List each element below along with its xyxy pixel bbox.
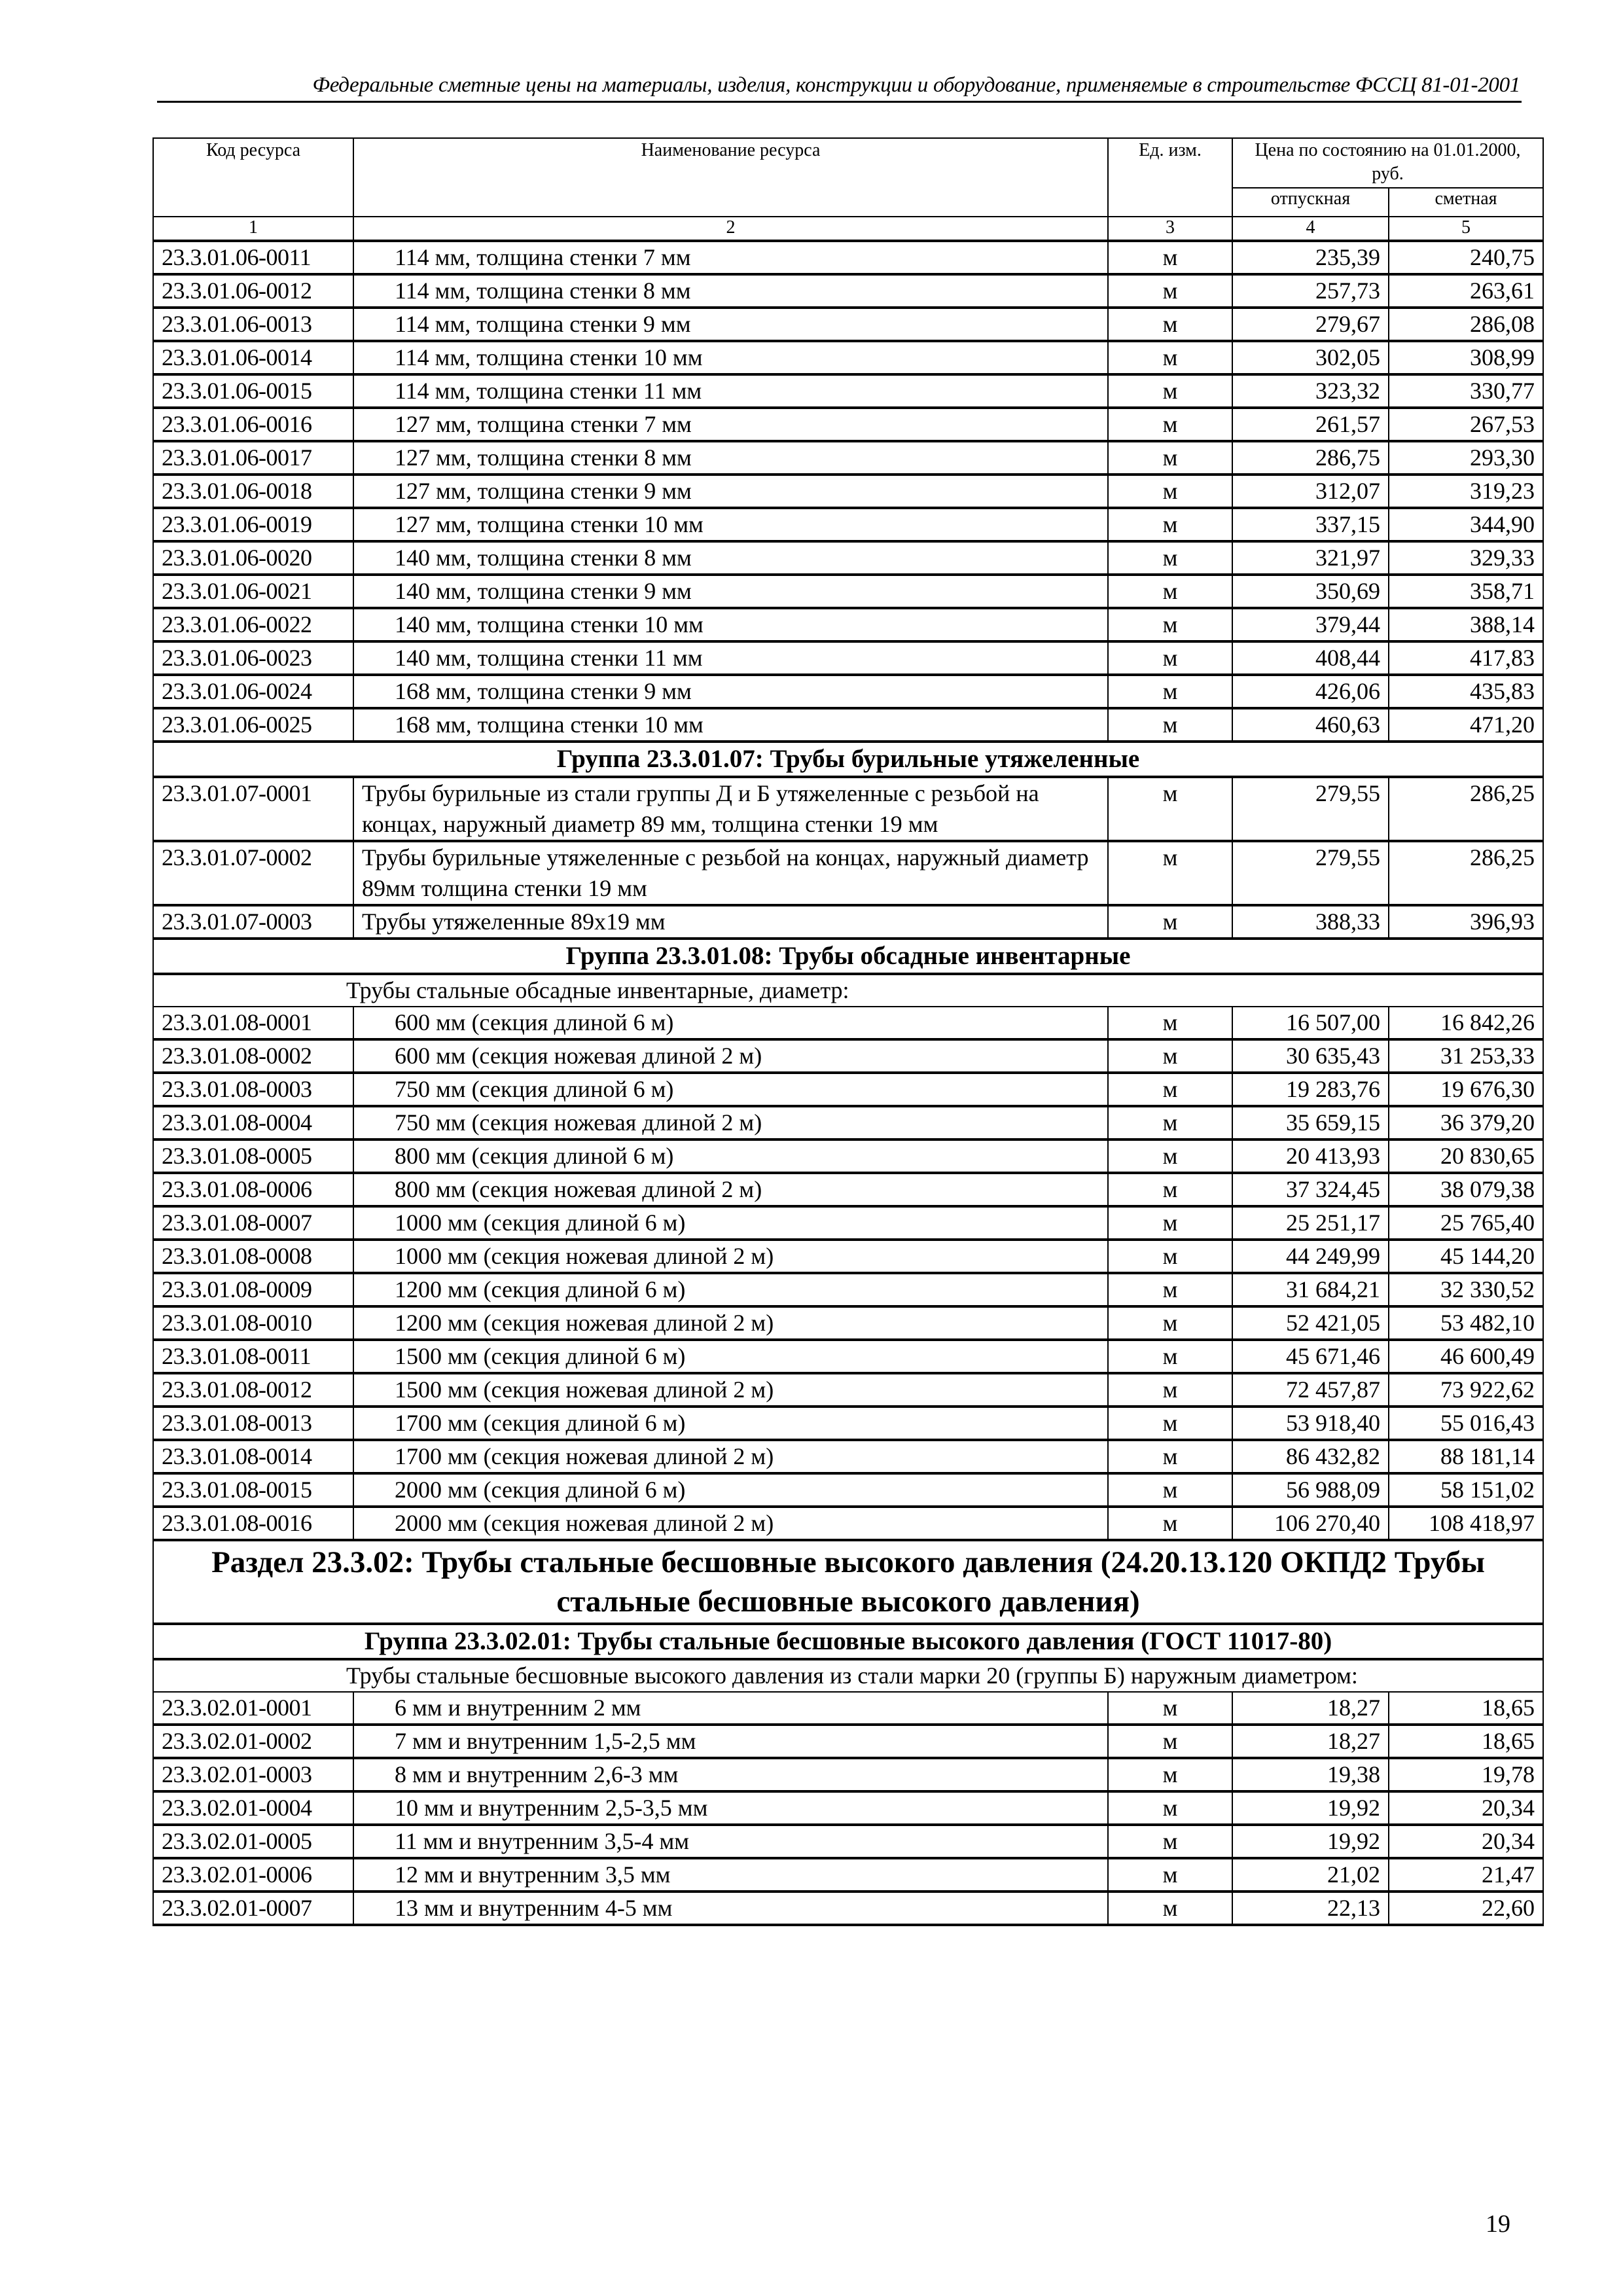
table-row — [153, 1758, 1543, 1791]
unit-of-measure: м — [1108, 374, 1232, 408]
table-row — [153, 1173, 1543, 1206]
release-price: 408,44 — [1232, 641, 1389, 675]
group-subheading: Трубы стальные бесшовные высокого давления из стали марки 20 (группы Б) наружным диаметром: — [346, 1662, 1358, 1689]
estimate-price: 330,77 — [1389, 374, 1543, 408]
table-row — [153, 1306, 1543, 1340]
column-numbers-row — [153, 217, 1543, 241]
running-header: Федеральные сметные цены на материалы, изделия, конструкции и оборудование, применяемые в строительстве ФССЦ 81-01-2001 — [312, 73, 1520, 97]
resource-name: Трубы утяжеленные 89х19 мм — [353, 905, 1108, 939]
resource-code: 23.3.01.06-0011 — [153, 241, 353, 274]
estimate-price: 396,93 — [1389, 905, 1543, 939]
table-row — [153, 1407, 1543, 1440]
estimate-price: 22,60 — [1389, 1892, 1543, 1925]
table-row — [153, 1473, 1543, 1507]
resource-name: 2000 мм (секция ножевая длиной 2 м) — [353, 1507, 1108, 1540]
unit-of-measure: м — [1108, 777, 1232, 841]
estimate-price: 344,90 — [1389, 508, 1543, 541]
resource-code: 23.3.01.08-0004 — [153, 1106, 353, 1139]
estimate-price: 88 181,14 — [1389, 1440, 1543, 1473]
estimate-price: 18,65 — [1389, 1725, 1543, 1758]
resource-code: 23.3.01.07-0003 — [153, 905, 353, 939]
release-price: 261,57 — [1232, 408, 1389, 441]
resource-name: 11 мм и внутренним 3,5-4 мм — [353, 1825, 1108, 1858]
unit-of-measure: м — [1108, 1139, 1232, 1173]
unit-of-measure: м — [1108, 441, 1232, 475]
estimate-price: 471,20 — [1389, 708, 1543, 742]
release-price: 86 432,82 — [1232, 1440, 1389, 1473]
table-row — [153, 541, 1543, 575]
column-number: 4 — [1232, 217, 1389, 241]
release-price: 30 635,43 — [1232, 1039, 1389, 1073]
group-0201-rows — [153, 1692, 1543, 1925]
table-row — [153, 841, 1543, 905]
release-price: 25 251,17 — [1232, 1206, 1389, 1240]
estimate-price: 20,34 — [1389, 1791, 1543, 1825]
release-price: 21,02 — [1232, 1858, 1389, 1892]
release-price: 460,63 — [1232, 708, 1389, 742]
unit-of-measure: м — [1108, 308, 1232, 341]
release-price: 235,39 — [1232, 241, 1389, 274]
resource-name: 800 мм (секция длиной 6 м) — [353, 1139, 1108, 1173]
resource-code: 23.3.01.08-0013 — [153, 1407, 353, 1440]
resource-code: 23.3.01.08-0001 — [153, 1007, 353, 1039]
column-number: 2 — [353, 217, 1108, 241]
release-price: 72 457,87 — [1232, 1373, 1389, 1407]
estimate-price: 20 830,65 — [1389, 1139, 1543, 1173]
resource-code: 23.3.01.08-0002 — [153, 1039, 353, 1073]
estimate-price: 20,34 — [1389, 1825, 1543, 1858]
resource-code: 23.3.01.06-0025 — [153, 708, 353, 742]
release-price: 323,32 — [1232, 374, 1389, 408]
estimate-price: 36 379,20 — [1389, 1106, 1543, 1139]
resource-name: 127 мм, толщина стенки 7 мм — [353, 408, 1108, 441]
estimate-price: 286,25 — [1389, 841, 1543, 905]
estimate-price: 16 842,26 — [1389, 1007, 1543, 1039]
unit-of-measure: м — [1108, 1106, 1232, 1139]
resource-code: 23.3.02.01-0002 — [153, 1725, 353, 1758]
table-row — [153, 475, 1543, 508]
table-row — [153, 905, 1543, 939]
table-row — [153, 374, 1543, 408]
resource-name: 140 мм, толщина стенки 10 мм — [353, 608, 1108, 641]
unit-of-measure: м — [1108, 608, 1232, 641]
table-row — [153, 1139, 1543, 1173]
resource-name: 1000 мм (секция ножевая длиной 2 м) — [353, 1240, 1108, 1273]
estimate-price: 108 418,97 — [1389, 1507, 1543, 1540]
table-row — [153, 1440, 1543, 1473]
resource-code: 23.3.01.06-0017 — [153, 441, 353, 475]
release-price: 337,15 — [1232, 508, 1389, 541]
resource-name: 1500 мм (секция длиной 6 м) — [353, 1340, 1108, 1373]
resource-name: 10 мм и внутренним 2,5-3,5 мм — [353, 1791, 1108, 1825]
resource-name: 114 мм, толщина стенки 7 мм — [353, 241, 1108, 274]
unit-of-measure: м — [1108, 1407, 1232, 1440]
unit-of-measure: м — [1108, 341, 1232, 374]
header-estimate-price: сметная — [1389, 188, 1543, 217]
release-price: 286,75 — [1232, 441, 1389, 475]
group-title: Группа 23.3.01.07: Трубы бурильные утяжеленные — [153, 742, 1543, 777]
release-price: 388,33 — [1232, 905, 1389, 939]
resource-code: 23.3.01.06-0020 — [153, 541, 353, 575]
resource-name: 114 мм, толщина стенки 11 мм — [353, 374, 1108, 408]
header-code: Код ресурса — [153, 138, 353, 217]
release-price: 45 671,46 — [1232, 1340, 1389, 1373]
group-0107-rows — [153, 777, 1543, 939]
unit-of-measure: м — [1108, 1173, 1232, 1206]
resource-name: 114 мм, толщина стенки 10 мм — [353, 341, 1108, 374]
resource-code: 23.3.01.08-0010 — [153, 1306, 353, 1340]
estimate-price: 73 922,62 — [1389, 1373, 1543, 1407]
estimate-price: 308,99 — [1389, 341, 1543, 374]
resource-name: 600 мм (секция ножевая длиной 2 м) — [353, 1039, 1108, 1073]
resource-code: 23.3.01.08-0011 — [153, 1340, 353, 1373]
unit-of-measure: м — [1108, 575, 1232, 608]
estimate-price: 293,30 — [1389, 441, 1543, 475]
header-price-group: Цена по состоянию на 01.01.2000, руб. — [1232, 138, 1543, 188]
resource-code: 23.3.02.01-0001 — [153, 1692, 353, 1725]
table-row — [153, 1725, 1543, 1758]
estimate-price: 18,65 — [1389, 1692, 1543, 1725]
unit-of-measure: м — [1108, 1507, 1232, 1540]
table-row — [153, 641, 1543, 675]
unit-of-measure: м — [1108, 1039, 1232, 1073]
resource-code: 23.3.01.08-0008 — [153, 1240, 353, 1273]
estimate-price: 388,14 — [1389, 608, 1543, 641]
resource-code: 23.3.01.08-0016 — [153, 1507, 353, 1540]
release-price: 257,73 — [1232, 274, 1389, 308]
resource-name: 127 мм, толщина стенки 10 мм — [353, 508, 1108, 541]
unit-of-measure: м — [1108, 1725, 1232, 1758]
unit-of-measure: м — [1108, 274, 1232, 308]
table-row — [153, 508, 1543, 541]
release-price: 350,69 — [1232, 575, 1389, 608]
unit-of-measure: м — [1108, 1892, 1232, 1925]
estimate-price: 267,53 — [1389, 408, 1543, 441]
resource-code: 23.3.01.06-0016 — [153, 408, 353, 441]
table-row — [153, 308, 1543, 341]
release-price: 19,38 — [1232, 1758, 1389, 1791]
estimate-price: 286,25 — [1389, 777, 1543, 841]
estimate-price: 417,83 — [1389, 641, 1543, 675]
resource-name: 1500 мм (секция ножевая длиной 2 м) — [353, 1373, 1108, 1407]
section-title: Раздел 23.3.02: Трубы стальные бесшовные высокого давления (24.20.13.120 ОКПД2 Трубы стальные бесшовные высокого давления) — [153, 1540, 1543, 1624]
unit-of-measure: м — [1108, 508, 1232, 541]
unit-of-measure: м — [1108, 841, 1232, 905]
estimate-price: 31 253,33 — [1389, 1039, 1543, 1073]
header-name: Наименование ресурса — [353, 138, 1108, 217]
estimate-price: 19 676,30 — [1389, 1073, 1543, 1106]
unit-of-measure: м — [1108, 1791, 1232, 1825]
header-unit: Ед. изм. — [1108, 138, 1232, 217]
table-row — [153, 1007, 1543, 1039]
resource-code: 23.3.01.08-0003 — [153, 1073, 353, 1106]
group-0108-rows — [153, 1007, 1543, 1540]
estimate-price: 25 765,40 — [1389, 1206, 1543, 1240]
resource-name: 750 мм (секция ножевая длиной 2 м) — [353, 1106, 1108, 1139]
resource-code: 23.3.01.06-0024 — [153, 675, 353, 708]
unit-of-measure: м — [1108, 1858, 1232, 1892]
resource-code: 23.3.02.01-0007 — [153, 1892, 353, 1925]
column-number: 3 — [1108, 217, 1232, 241]
group-subheading: Трубы стальные обсадные инвентарные, диаметр: — [346, 977, 849, 1003]
header-rule — [157, 101, 1522, 103]
resource-name: 114 мм, толщина стенки 9 мм — [353, 308, 1108, 341]
estimate-price: 38 079,38 — [1389, 1173, 1543, 1206]
resource-name: 1200 мм (секция длиной 6 м) — [353, 1273, 1108, 1306]
table-row — [153, 341, 1543, 374]
table-row — [153, 608, 1543, 641]
resource-code: 23.3.02.01-0006 — [153, 1858, 353, 1892]
resource-code: 23.3.01.08-0005 — [153, 1139, 353, 1173]
resource-code: 23.3.01.06-0021 — [153, 575, 353, 608]
unit-of-measure: м — [1108, 241, 1232, 274]
release-price: 22,13 — [1232, 1892, 1389, 1925]
page-number: 19 — [1486, 2210, 1510, 2238]
release-price: 18,27 — [1232, 1725, 1389, 1758]
resource-name: 168 мм, толщина стенки 9 мм — [353, 675, 1108, 708]
unit-of-measure: м — [1108, 1306, 1232, 1340]
estimate-price: 55 016,43 — [1389, 1407, 1543, 1440]
release-price: 321,97 — [1232, 541, 1389, 575]
resource-code: 23.3.01.08-0014 — [153, 1440, 353, 1473]
resource-name: 1200 мм (секция ножевая длиной 2 м) — [353, 1306, 1108, 1340]
resource-name: 8 мм и внутренним 2,6-3 мм — [353, 1758, 1108, 1791]
release-price: 31 684,21 — [1232, 1273, 1389, 1306]
release-price: 279,55 — [1232, 777, 1389, 841]
estimate-price: 53 482,10 — [1389, 1306, 1543, 1340]
resource-code: 23.3.01.06-0012 — [153, 274, 353, 308]
table-row — [153, 1373, 1543, 1407]
resource-code: 23.3.01.06-0014 — [153, 341, 353, 374]
unit-of-measure: м — [1108, 1073, 1232, 1106]
table-row — [153, 241, 1543, 274]
resource-code: 23.3.01.08-0012 — [153, 1373, 353, 1407]
column-number: 5 — [1389, 217, 1543, 241]
resource-code: 23.3.01.06-0015 — [153, 374, 353, 408]
table-row — [153, 1240, 1543, 1273]
table-row — [153, 777, 1543, 841]
estimate-price: 46 600,49 — [1389, 1340, 1543, 1373]
release-price: 279,67 — [1232, 308, 1389, 341]
resource-code: 23.3.02.01-0004 — [153, 1791, 353, 1825]
release-price: 18,27 — [1232, 1692, 1389, 1725]
estimate-price: 319,23 — [1389, 475, 1543, 508]
resource-code: 23.3.01.08-0006 — [153, 1173, 353, 1206]
resource-name: 140 мм, толщина стенки 9 мм — [353, 575, 1108, 608]
resource-name: 140 мм, толщина стенки 8 мм — [353, 541, 1108, 575]
table-row — [153, 575, 1543, 608]
resource-code: 23.3.01.07-0001 — [153, 777, 353, 841]
resource-name: 800 мм (секция ножевая длиной 2 м) — [353, 1173, 1108, 1206]
unit-of-measure: м — [1108, 1473, 1232, 1507]
table-row — [153, 1892, 1543, 1925]
table-row — [153, 274, 1543, 308]
estimate-price: 263,61 — [1389, 274, 1543, 308]
resource-name: 750 мм (секция длиной 6 м) — [353, 1073, 1108, 1106]
release-price: 19,92 — [1232, 1825, 1389, 1858]
unit-of-measure: м — [1108, 1440, 1232, 1473]
price-table — [152, 137, 1544, 1926]
resource-code: 23.3.01.08-0015 — [153, 1473, 353, 1507]
release-price: 16 507,00 — [1232, 1007, 1389, 1039]
table-row — [153, 1340, 1543, 1373]
unit-of-measure: м — [1108, 1240, 1232, 1273]
release-price: 19 283,76 — [1232, 1073, 1389, 1106]
table-row — [153, 675, 1543, 708]
unit-of-measure: м — [1108, 1007, 1232, 1039]
unit-of-measure: м — [1108, 1340, 1232, 1373]
resource-code: 23.3.02.01-0003 — [153, 1758, 353, 1791]
table-row — [153, 1692, 1543, 1725]
resource-name: 114 мм, толщина стенки 8 мм — [353, 274, 1108, 308]
resource-name: 127 мм, толщина стенки 8 мм — [353, 441, 1108, 475]
release-price: 20 413,93 — [1232, 1139, 1389, 1173]
resource-name: Трубы бурильные из стали группы Д и Б утяжеленные с резьбой на концах, наружный диаметр 89 мм, толщина стенки 19 мм — [353, 777, 1108, 841]
unit-of-measure: м — [1108, 675, 1232, 708]
estimate-price: 19,78 — [1389, 1758, 1543, 1791]
table-row — [153, 1273, 1543, 1306]
unit-of-measure: м — [1108, 641, 1232, 675]
resource-name: 12 мм и внутренним 3,5 мм — [353, 1858, 1108, 1892]
resource-name: Трубы бурильные утяжеленные с резьбой на концах, наружный диаметр 89мм толщина стенки 19 мм — [353, 841, 1108, 905]
table-row — [153, 1073, 1543, 1106]
release-price: 426,06 — [1232, 675, 1389, 708]
estimate-price: 358,71 — [1389, 575, 1543, 608]
estimate-price: 286,08 — [1389, 308, 1543, 341]
section-2302 — [153, 1540, 1543, 1692]
unit-of-measure: м — [1108, 905, 1232, 939]
resource-code: 23.3.01.07-0002 — [153, 841, 353, 905]
resource-name: 2000 мм (секция длиной 6 м) — [353, 1473, 1108, 1507]
release-price: 379,44 — [1232, 608, 1389, 641]
release-price: 106 270,40 — [1232, 1507, 1389, 1540]
resource-name: 168 мм, толщина стенки 10 мм — [353, 708, 1108, 742]
resource-name: 600 мм (секция длиной 6 м) — [353, 1007, 1108, 1039]
resource-name: 1000 мм (секция длиной 6 м) — [353, 1206, 1108, 1240]
resource-code: 23.3.01.06-0023 — [153, 641, 353, 675]
resource-name: 127 мм, толщина стенки 9 мм — [353, 475, 1108, 508]
resource-name: 1700 мм (секция ножевая длиной 2 м) — [353, 1440, 1108, 1473]
unit-of-measure: м — [1108, 475, 1232, 508]
estimate-price: 58 151,02 — [1389, 1473, 1543, 1507]
resource-code: 23.3.01.06-0022 — [153, 608, 353, 641]
header-release-price: отпускная — [1232, 188, 1389, 217]
resource-code: 23.3.01.06-0019 — [153, 508, 353, 541]
table-row — [153, 1206, 1543, 1240]
estimate-price: 21,47 — [1389, 1858, 1543, 1892]
release-price: 19,92 — [1232, 1791, 1389, 1825]
resource-code: 23.3.01.08-0009 — [153, 1273, 353, 1306]
resource-code: 23.3.02.01-0005 — [153, 1825, 353, 1858]
release-price: 35 659,15 — [1232, 1106, 1389, 1139]
resource-name: 1700 мм (секция длиной 6 м) — [353, 1407, 1108, 1440]
table-row — [153, 441, 1543, 475]
release-price: 56 988,09 — [1232, 1473, 1389, 1507]
resource-code: 23.3.01.08-0007 — [153, 1206, 353, 1240]
release-price: 52 421,05 — [1232, 1306, 1389, 1340]
block-a-rows — [153, 241, 1543, 742]
resource-code: 23.3.01.06-0018 — [153, 475, 353, 508]
table-row — [153, 1039, 1543, 1073]
resource-name: 7 мм и внутренним 1,5-2,5 мм — [353, 1725, 1108, 1758]
estimate-price: 329,33 — [1389, 541, 1543, 575]
resource-code: 23.3.01.06-0013 — [153, 308, 353, 341]
table-row — [153, 708, 1543, 742]
group-0107 — [153, 742, 1543, 777]
table-row — [153, 408, 1543, 441]
table-row — [153, 1825, 1543, 1858]
release-price: 53 918,40 — [1232, 1407, 1389, 1440]
unit-of-measure: м — [1108, 1206, 1232, 1240]
column-number: 1 — [153, 217, 353, 241]
unit-of-measure: м — [1108, 1273, 1232, 1306]
table-row — [153, 1791, 1543, 1825]
table-row — [153, 1106, 1543, 1139]
release-price: 44 249,99 — [1232, 1240, 1389, 1273]
unit-of-measure: м — [1108, 1825, 1232, 1858]
unit-of-measure: м — [1108, 541, 1232, 575]
estimate-price: 240,75 — [1389, 241, 1543, 274]
unit-of-measure: м — [1108, 1758, 1232, 1791]
unit-of-measure: м — [1108, 408, 1232, 441]
estimate-price: 32 330,52 — [1389, 1273, 1543, 1306]
release-price: 37 324,45 — [1232, 1173, 1389, 1206]
resource-name: 140 мм, толщина стенки 11 мм — [353, 641, 1108, 675]
table-row — [153, 1858, 1543, 1892]
table-row — [153, 1507, 1543, 1540]
unit-of-measure: м — [1108, 708, 1232, 742]
release-price: 312,07 — [1232, 475, 1389, 508]
release-price: 279,55 — [1232, 841, 1389, 905]
estimate-price: 435,83 — [1389, 675, 1543, 708]
release-price: 302,05 — [1232, 341, 1389, 374]
resource-name: 6 мм и внутренним 2 мм — [353, 1692, 1108, 1725]
unit-of-measure: м — [1108, 1692, 1232, 1725]
group-title: Группа 23.3.01.08: Трубы обсадные инвентарные — [153, 939, 1543, 974]
group-title: Группа 23.3.02.01: Трубы стальные бесшовные высокого давления (ГОСТ 11017-80) — [153, 1624, 1543, 1659]
group-0108 — [153, 939, 1543, 1007]
estimate-price: 45 144,20 — [1389, 1240, 1543, 1273]
unit-of-measure: м — [1108, 1373, 1232, 1407]
resource-name: 13 мм и внутренним 4-5 мм — [353, 1892, 1108, 1925]
